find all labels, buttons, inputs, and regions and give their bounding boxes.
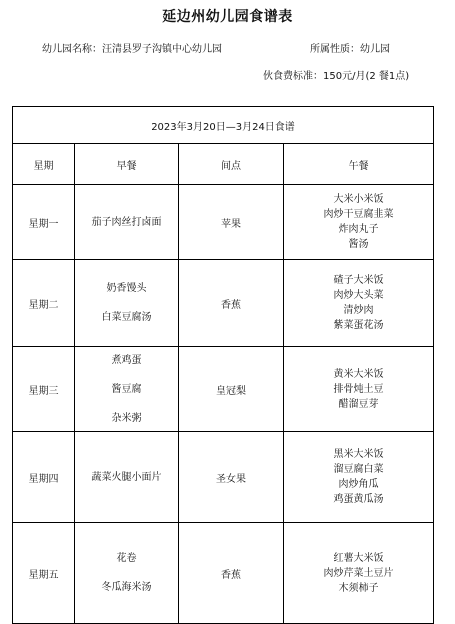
lunch-item: 大米小米饭 — [333, 194, 384, 205]
lunch-item: 碴子大米饭 — [333, 275, 384, 286]
breakfast-item: 奶香馒头 — [106, 283, 147, 294]
lunch-item: 黑米大米饭 — [333, 449, 384, 460]
table-row — [13, 185, 434, 260]
day-cell: 星期三 — [13, 347, 75, 432]
lunch-cell — [284, 347, 434, 432]
lunch-cell — [284, 260, 434, 347]
day-cell: 星期一 — [13, 185, 75, 260]
lunch-cell — [284, 523, 434, 624]
breakfast-item: 煮鸡蛋 — [111, 354, 142, 366]
kindergarten-name: 幼儿园名称：汪清县罗子沟镇中心幼儿园 — [42, 44, 222, 55]
breakfast-item: 酱豆腐 — [111, 383, 142, 395]
lunch-item: 黄米大米饭 — [333, 368, 384, 380]
lunch-item: 肉炒大头菜 — [333, 290, 384, 301]
breakfast-cell — [75, 185, 179, 260]
header-lunch: 午餐 — [284, 144, 434, 185]
lunch-item: 肉炒干豆腐韭菜 — [323, 209, 394, 220]
header-breakfast: 早餐 — [75, 144, 179, 185]
snack-cell: 苹果 — [179, 185, 284, 260]
header-day: 星期 — [13, 144, 75, 185]
kindergarten-nature: 所属性质：幼儿园 — [310, 44, 390, 55]
lunch-item: 醋溜豆芽 — [338, 398, 379, 410]
breakfast-item: 茄子肉丝打卤面 — [91, 216, 162, 228]
breakfast-item: 杂米粥 — [111, 412, 142, 424]
lunch-item: 排骨炖土豆 — [333, 383, 384, 395]
table-row — [13, 260, 434, 347]
page-title: 延边州幼儿园食谱表 — [162, 9, 293, 25]
meal-fee-standard: 伙食费标准：150元/月(2 餐1点) — [263, 71, 410, 82]
breakfast-item: 蔬菜火腿小面片 — [91, 471, 162, 483]
snack-cell: 皇冠梨 — [179, 347, 284, 432]
lunch-item: 木须柿子 — [338, 582, 379, 594]
lunch-item: 肉炒角瓜 — [338, 479, 379, 490]
week-range: 2023年3月20日—3月24日食谱 — [13, 107, 434, 144]
header-row — [13, 144, 434, 185]
menu-table — [12, 106, 434, 624]
lunch-item: 肉炒芹菜土豆片 — [323, 567, 394, 579]
lunch-item: 紫菜蛋花汤 — [333, 320, 384, 331]
breakfast-cell — [75, 260, 179, 347]
lunch-item: 清炒肉 — [343, 305, 374, 316]
lunch-item: 溜豆腐白菜 — [333, 464, 384, 475]
breakfast-cell — [75, 347, 179, 432]
week-row — [13, 107, 434, 144]
day-cell: 星期二 — [13, 260, 75, 347]
day-cell: 星期五 — [13, 523, 75, 624]
breakfast-cell — [75, 432, 179, 523]
breakfast-item: 白菜豆腐汤 — [101, 312, 152, 323]
breakfast-item: 冬瓜海米汤 — [101, 582, 152, 593]
table-row — [13, 523, 434, 624]
lunch-cell — [284, 185, 434, 260]
day-cell: 星期四 — [13, 432, 75, 523]
breakfast-cell — [75, 523, 179, 624]
snack-cell: 香蕉 — [179, 523, 284, 624]
header-snack: 间点 — [179, 144, 284, 185]
table-row — [13, 347, 434, 432]
lunch-item: 酱汤 — [348, 239, 369, 250]
lunch-item: 炸肉丸子 — [338, 224, 379, 235]
lunch-item: 鸡蛋黄瓜汤 — [333, 494, 384, 505]
snack-cell: 圣女果 — [179, 432, 284, 523]
snack-cell: 香蕉 — [179, 260, 284, 347]
table-row — [13, 432, 434, 523]
lunch-cell — [284, 432, 434, 523]
lunch-item: 红薯大米饭 — [333, 552, 384, 564]
breakfast-item: 花卷 — [116, 553, 137, 564]
